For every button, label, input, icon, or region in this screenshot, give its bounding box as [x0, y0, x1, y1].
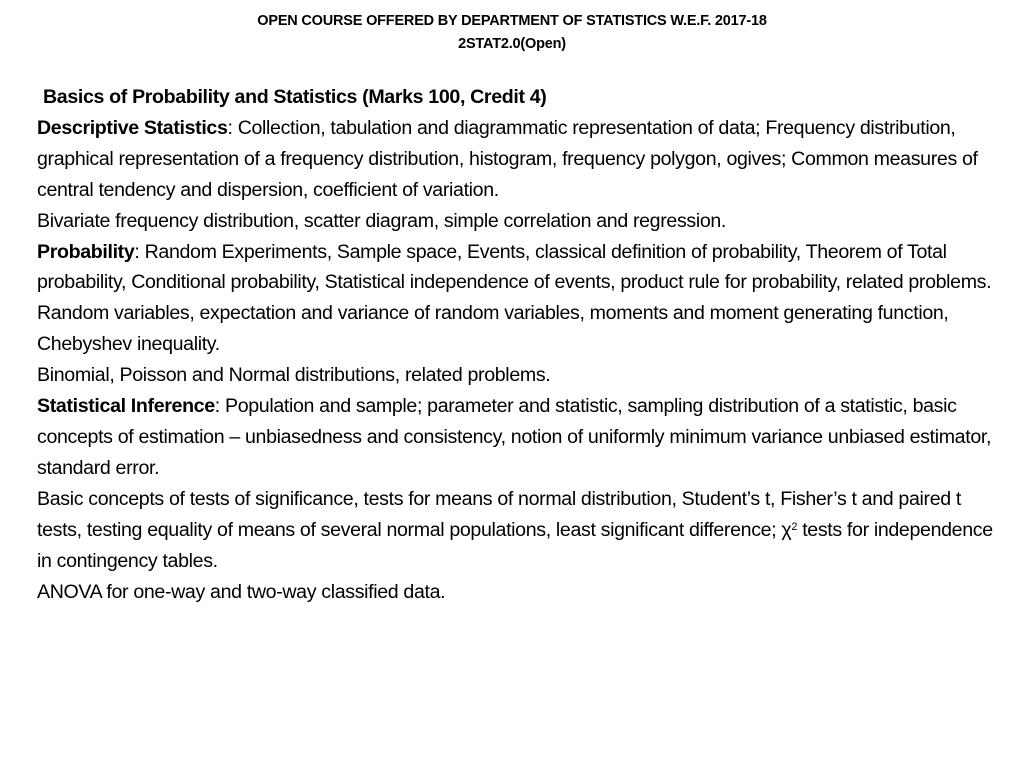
- tests-of-significance-paragraph: [37, 484, 997, 577]
- probability-text: : Random Experiments, Sample space, Events, classical definition of probability, Theorem of Total probability, Conditional probability, Statistical independence of events, product rule for probability, related problems.: [37, 240, 992, 294]
- descriptive-statistics-heading: Descriptive Statistics: [37, 116, 228, 139]
- distributions-paragraph: Binomial, Poisson and Normal distributions, related problems.: [37, 364, 551, 387]
- probability-heading: Probability: [37, 240, 135, 263]
- statistical-inference-heading: Statistical Inference: [37, 395, 215, 418]
- descriptive-statistics-text: : Collection, tabulation and diagrammatic representation of data; Frequency distribution, graphical representation of a frequency distribution, histogram, frequency polygon, ogives; Common measures of central tendency and dispersion, coefficient of variation.: [37, 116, 978, 201]
- chi-square-exponent: 2: [791, 520, 798, 533]
- tests-text-after: tests for independence in contingency tables.: [37, 518, 993, 572]
- probability-paragraph: [37, 237, 997, 299]
- course-code: 2STAT2.0(Open): [458, 36, 566, 52]
- random-variables-paragraph: Random variables, expectation and variance of random variables, moments and moment generating function, Chebyshev inequality.: [37, 302, 949, 356]
- syllabus-content: [37, 82, 997, 607]
- bivariate-paragraph: Bivariate frequency distribution, scatter diagram, simple correlation and regression.: [37, 209, 727, 232]
- statistical-inference-text: : Population and sample; parameter and statistic, sampling distribution of a statistic, basic concepts of estimation – unbiasedness and consistency, notion of uniformly minimum variance unbiased estimator, standard error.: [37, 395, 992, 479]
- descriptive-statistics-paragraph: [37, 113, 997, 206]
- course-title: Basics of Probability and Statistics (Marks 100, Credit 4): [43, 86, 547, 108]
- anova-paragraph: ANOVA for one-way and two-way classified data.: [37, 580, 446, 603]
- tests-text-before: Basic concepts of tests of significance, tests for means of normal distribution, Student’s t, Fisher’s t and paired t tests, testing equality of means of several normal populations, least significant difference; χ: [37, 487, 961, 541]
- header-title: OPEN COURSE OFFERED BY DEPARTMENT OF STATISTICS W.E.F. 2017-18: [257, 13, 767, 29]
- statistical-inference-paragraph: [37, 391, 997, 484]
